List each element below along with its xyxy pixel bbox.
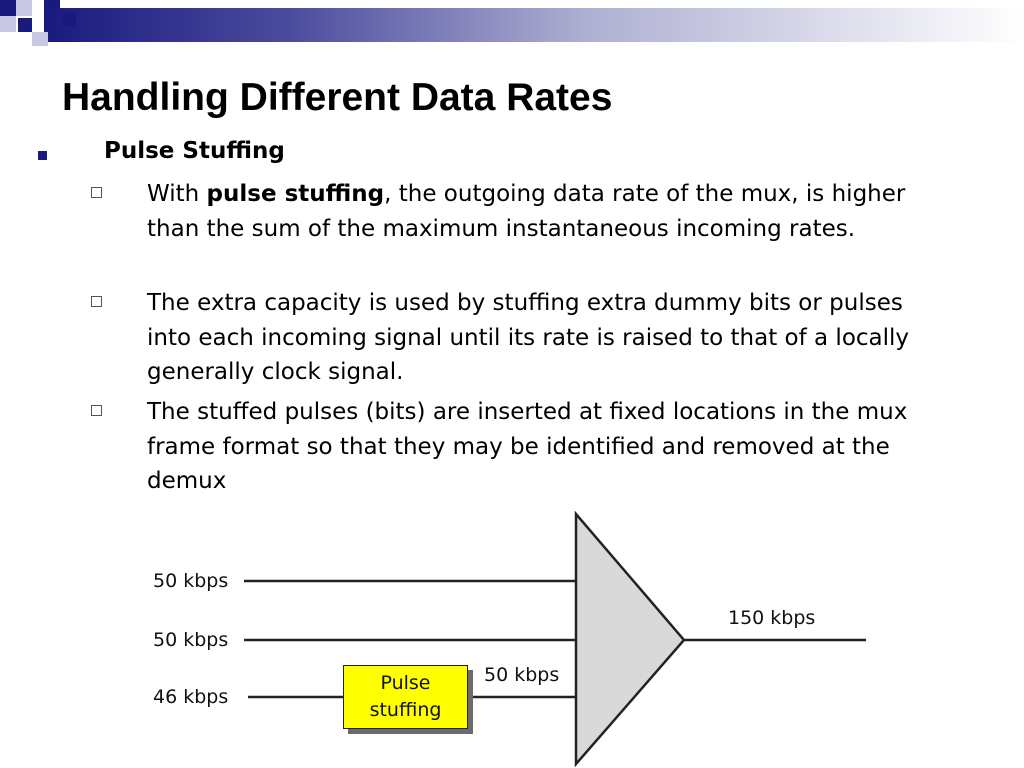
mux-triangle [576,514,684,764]
pulse-stuffing-block [343,665,473,733]
bold-term: pulse stuffing [206,181,385,207]
input-rate-label: 50 kbps [153,629,229,651]
text-fragment: , the outgoing data rate of the mux, is higher than the sum of the maximum instantaneous incoming rates. [147,181,906,242]
input-rate-label: 50 kbps [153,570,229,592]
bullet-heading: Pulse Stuffing [104,138,285,164]
pulse-stuffing-box [343,665,468,729]
sub-bullet-text: The extra capacity is used by stuffing extra dummy bits or pulses into each incoming signal until its rate is raised to that of a locally generally clock signal. [147,290,910,385]
block-text-line: stuffing [369,699,442,721]
text-fragment: With [147,181,207,207]
output-rate-label: 150 kbps [728,607,816,629]
stuffed-rate-label: 50 kbps [484,664,560,686]
input-rate-label: 46 kbps [153,686,229,708]
slide-title: Handling Different Data Rates [62,76,613,119]
block-text-line: Pulse [380,672,431,694]
block-text [370,670,442,724]
sub-bullet-text: The stuffed pulses (bits) are inserted at fixed locations in the mux frame format so that they may be identified and removed at the demux [147,399,908,494]
